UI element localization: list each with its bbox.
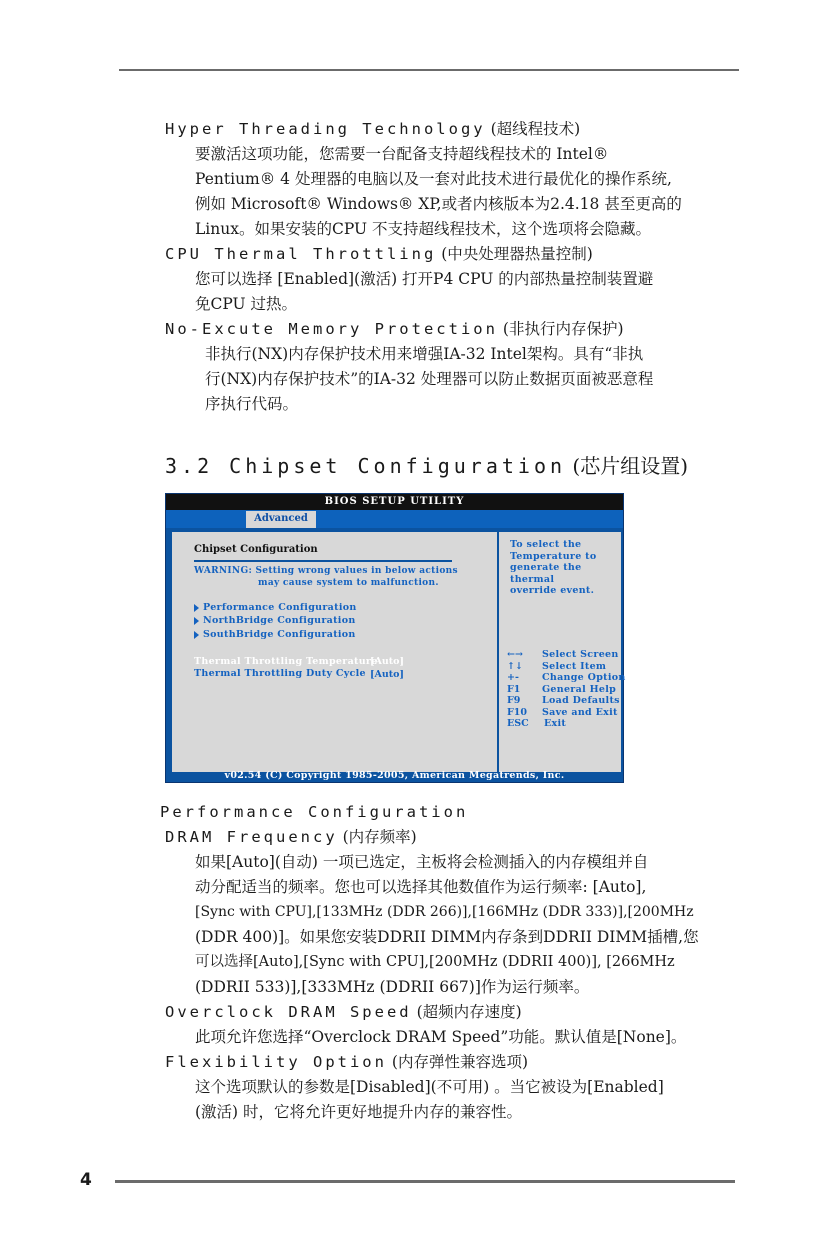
- dram-body-line: 如果[Auto](自动) 一项已选定，主板将会检测插入的内存模组并自: [195, 853, 649, 871]
- ctt-body-line: 您可以选择 [Enabled](激活) 打开P4 CPU 的内部热量控制装置避: [195, 270, 654, 288]
- option-value[interactable]: [Auto]: [370, 669, 404, 680]
- bios-panel: [170, 530, 626, 774]
- help-line: Temperature to: [510, 550, 597, 562]
- key-desc: Change Option: [542, 672, 626, 683]
- help-line: To select the: [510, 539, 582, 550]
- section-heading: [165, 450, 688, 479]
- triangle-right-icon: [194, 617, 199, 625]
- submenu-label: Performance Configuration: [203, 602, 357, 613]
- heading-en: 3.2 Chipset Configuration: [165, 454, 567, 478]
- bios-help-pane: [499, 532, 626, 772]
- title-zh: (超线程技术): [490, 120, 581, 138]
- cpu-thermal-title: [165, 244, 593, 264]
- key-label: ESC: [507, 718, 529, 729]
- ht-body-line: 要激活这项功能，您需要一台配备支持超线程技术的 Intel®: [195, 145, 609, 163]
- performance-config-title: Performance Configuration: [160, 803, 469, 821]
- nx-body-line: 行(NX)内存保护技术”的IA-32 处理器可以防止数据页面被恶意程: [205, 370, 654, 388]
- bios-menubar: [166, 510, 623, 528]
- key-desc: Select Item: [542, 661, 607, 672]
- triangle-right-icon: [194, 604, 199, 612]
- flex-body-line: 这个选项默认的参数是[Disabled](不可用) 。当它被设为[Enabled]: [195, 1078, 664, 1096]
- oc-body-line: 此项允许您选择“Overclock DRAM Speed”功能。默认值是[None]。: [195, 1028, 687, 1046]
- triangle-right-icon: [194, 631, 199, 639]
- dram-body-line: [Sync with CPU],[133MHz (DDR 266)],[166MHz (DDR 333)],[200MHz: [195, 904, 694, 920]
- dram-frequency-title: [165, 827, 417, 847]
- option-throttling-duty-cycle[interactable]: Thermal Throttling Duty Cycle: [194, 668, 366, 679]
- title-zh: (内存弹性兼容选项): [391, 1053, 529, 1071]
- key-desc: Save and Exit: [542, 707, 618, 718]
- key-desc: Exit: [544, 718, 567, 729]
- nx-title: [165, 319, 624, 339]
- title-zh: (超频内存速度): [416, 1003, 522, 1021]
- ctt-body-line: 免CPU 过热。: [195, 295, 298, 313]
- heading-zh: (芯片组设置): [572, 454, 688, 478]
- warning-text: may cause system to malfunction.: [258, 578, 439, 588]
- key-desc: Load Defaults: [542, 695, 620, 706]
- option-throttling-temperature[interactable]: Thermal Throttling Temperature: [194, 656, 378, 667]
- key-label: F9: [507, 695, 521, 706]
- ht-body-line: Pentium® 4 处理器的电脑以及一套对此技术进行最优化的操作系统,: [195, 170, 672, 188]
- nx-body-line: 序执行代码。: [205, 395, 299, 413]
- title-en: No-Excute Memory Protection: [165, 320, 498, 338]
- title-en: Hyper Threading Technology: [165, 120, 486, 138]
- overclock-dram-title: [165, 1002, 522, 1022]
- key-desc: General Help: [542, 684, 617, 695]
- ht-body-line: Linux。如果安装的CPU 不支持超线程技术，这个选项将会隐藏。: [195, 220, 651, 238]
- dram-body-line: (DDR 400)]。如果您安装DDRII DIMM内存条到DDRII DIMM插槽,您: [195, 928, 699, 946]
- header-rule: [119, 69, 739, 71]
- key-label: +-: [507, 672, 519, 683]
- key-label: F10: [507, 707, 527, 718]
- bios-screenshot: [165, 493, 624, 783]
- key-label: F1: [507, 684, 521, 695]
- submenu-label: NorthBridge Configuration: [203, 615, 356, 626]
- submenu-performance[interactable]: [194, 602, 357, 613]
- bios-title: BIOS SETUP UTILITY: [166, 494, 623, 510]
- help-text: [510, 539, 621, 597]
- title-underline: [194, 560, 452, 562]
- key-label: ←→: [507, 649, 523, 660]
- option-value[interactable]: [Auto]: [370, 656, 404, 667]
- help-line: generate the thermal: [510, 562, 582, 585]
- hyper-threading-title: [165, 119, 580, 139]
- bios-footer: v02.54 (C) Copyright 1985-2005, American Megatrends, Inc.: [224, 770, 565, 781]
- key-desc: Select Screen: [542, 649, 619, 660]
- submenu-southbridge[interactable]: [194, 629, 356, 640]
- title-en: CPU Thermal Throttling: [165, 245, 437, 263]
- bios-options-pane: [172, 532, 499, 772]
- title-zh: (中央处理器热量控制): [441, 245, 593, 263]
- title-en: Overclock DRAM Speed: [165, 1003, 412, 1021]
- submenu-label: SouthBridge Configuration: [203, 629, 356, 640]
- submenu-northbridge[interactable]: [194, 615, 356, 626]
- title-en: Flexibility Option: [165, 1053, 387, 1071]
- flexibility-option-title: [165, 1052, 528, 1072]
- dram-body-line: 动分配适当的频率。您也可以选择其他数值作为运行频率: [Auto],: [195, 878, 647, 896]
- nx-body-line: 非执行(NX)内存保护技术用来增强IA-32 Intel架构。具有“非执: [205, 345, 644, 363]
- key-label: ↑↓: [507, 661, 523, 672]
- title-zh: (内存频率): [342, 828, 417, 846]
- title-en: DRAM Frequency: [165, 828, 338, 846]
- help-line: override event.: [510, 585, 595, 596]
- dram-body-line: 可以选择[Auto],[Sync with CPU],[200MHz (DDRII 400)], [266MHz: [195, 954, 675, 970]
- panel-title: Chipset Configuration: [194, 544, 318, 555]
- page-number: 4: [80, 1170, 92, 1190]
- tab-advanced[interactable]: Advanced: [246, 511, 316, 528]
- flex-body-line: (激活) 时，它将允许更好地提升内存的兼容性。: [195, 1103, 523, 1121]
- title-zh: (非执行内存保护): [502, 320, 624, 338]
- footer-rule: [115, 1180, 735, 1183]
- warning-text: WARNING: Setting wrong values in below actions: [194, 566, 458, 576]
- ht-body-line: 例如 Microsoft® Windows® XP,或者内核版本为2.4.18 甚至更高的: [195, 195, 682, 213]
- dram-body-line: (DDRII 533)],[333MHz (DDRII 667)]作为运行频率。: [195, 978, 590, 996]
